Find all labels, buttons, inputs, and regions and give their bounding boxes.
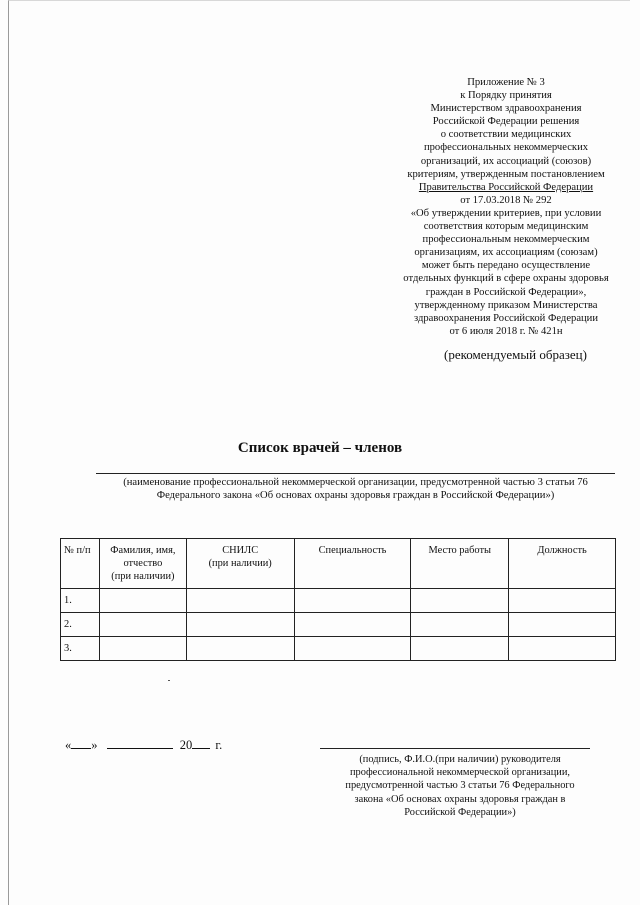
workplace-cell[interactable] — [411, 637, 509, 661]
appendix-line: утвержденному приказом Министерства — [414, 299, 598, 311]
specialty-cell[interactable] — [294, 637, 411, 661]
row-number: 2. — [61, 613, 100, 637]
table-header-row — [61, 539, 616, 589]
date-field — [65, 738, 222, 753]
snils-cell[interactable] — [186, 637, 294, 661]
specialty-cell[interactable] — [294, 613, 411, 637]
document-title: Список врачей – членов — [237, 440, 403, 456]
signature-caption-line: (подпись, Ф.И.О.(при наличии) руководителя — [359, 754, 561, 765]
name-cell[interactable] — [99, 613, 186, 637]
sample-note: (рекомендуемый образец) — [444, 347, 587, 362]
signature-caption-line: Российской Федерации») — [404, 806, 516, 818]
header-name-line: Фамилия, имя, — [110, 545, 176, 556]
appendix-line: отдельных функций в сфере охраны здоровья — [403, 273, 609, 285]
table-row — [61, 637, 616, 661]
appendix-line: граждан в Российской Федерации», — [425, 286, 587, 298]
signature-caption-line: профессиональной некоммерческой организации, — [350, 767, 570, 779]
header-specialty: Специальность — [294, 539, 411, 589]
scan-speck — [168, 680, 170, 681]
header-workplace: Место работы — [411, 539, 509, 589]
appendix-line: от 17.03.2018 № 292 — [460, 194, 552, 206]
organization-caption-line: (наименование профессиональной некоммерческой организации, предусмотренной частью 3 статьи 76 — [123, 477, 588, 488]
header-name-line: (при наличии) — [111, 571, 175, 582]
signature-line[interactable] — [320, 748, 590, 749]
appendix-line: от 6 июля 2018 г. № 421н — [449, 325, 563, 337]
signature-caption — [330, 753, 590, 819]
position-cell[interactable] — [509, 613, 616, 637]
appendix-line: Российской Федерации решения — [432, 116, 580, 128]
appendix-line: может быть передано осуществление — [421, 260, 591, 272]
row-number: 1. — [61, 589, 100, 613]
name-cell[interactable] — [99, 637, 186, 661]
day-blank[interactable] — [71, 738, 91, 749]
snils-cell[interactable] — [186, 613, 294, 637]
organization-name-line — [96, 473, 615, 474]
signature-caption-line: закона «Об основах охраны здоровья граждан в — [354, 793, 566, 805]
header-name — [99, 539, 186, 589]
appendix-line: здравоохранения Российской Федерации — [413, 312, 599, 324]
appendix-line: профессиональных некоммерческих — [423, 142, 589, 154]
signature-caption-line: предусмотренной частью 3 статьи 76 Федерального — [345, 780, 575, 792]
organization-caption — [96, 476, 615, 502]
appendix-line: соответствия которым медицинским — [423, 221, 589, 233]
snils-cell[interactable] — [186, 589, 294, 613]
row-number: 3. — [61, 637, 100, 661]
appendix-line: Приложение № 3 — [467, 77, 545, 88]
appendix-header — [395, 76, 617, 338]
date-close-quote: » — [91, 738, 98, 752]
specialty-cell[interactable] — [294, 589, 411, 613]
header-snils-line: (при наличии) — [208, 558, 272, 569]
name-cell[interactable] — [99, 589, 186, 613]
appendix-line: Правительства Российской Федерации — [418, 181, 594, 193]
header-num: № п/п — [61, 539, 100, 589]
year-suffix: г. — [215, 738, 223, 752]
table-row — [61, 589, 616, 613]
position-cell[interactable] — [509, 589, 616, 613]
header-snils — [186, 539, 294, 589]
date-open-quote: « — [65, 738, 72, 752]
appendix-line: профессиональным некоммерческим — [422, 234, 590, 246]
workplace-cell[interactable] — [411, 613, 509, 637]
year-blank[interactable] — [192, 738, 210, 749]
appendix-line: о соответствии медицинских — [440, 129, 572, 141]
year-prefix: 20 — [179, 738, 193, 752]
appendix-line: организаций, их ассоциаций (союзов) — [420, 155, 592, 167]
appendix-line: критериям, утвержденным постановлением — [407, 168, 605, 180]
appendix-line: организациям, их ассоциациям (союзам) — [414, 247, 598, 259]
position-cell[interactable] — [509, 637, 616, 661]
month-blank[interactable] — [107, 738, 173, 749]
appendix-line: «Об утверждении критериев, при условии — [410, 207, 602, 219]
organization-caption-line: Федерального закона «Об основах охраны здоровья граждан в Российской Федерации») — [156, 490, 555, 501]
header-snils-line: СНИЛС — [222, 545, 259, 556]
header-name-line: отчество — [123, 558, 163, 569]
table-row — [61, 613, 616, 637]
header-position: Должность — [509, 539, 616, 589]
workplace-cell[interactable] — [411, 589, 509, 613]
doctors-table — [60, 538, 616, 661]
appendix-line: к Порядку принятия — [460, 90, 552, 102]
appendix-line: Министерством здравоохранения — [430, 103, 582, 115]
